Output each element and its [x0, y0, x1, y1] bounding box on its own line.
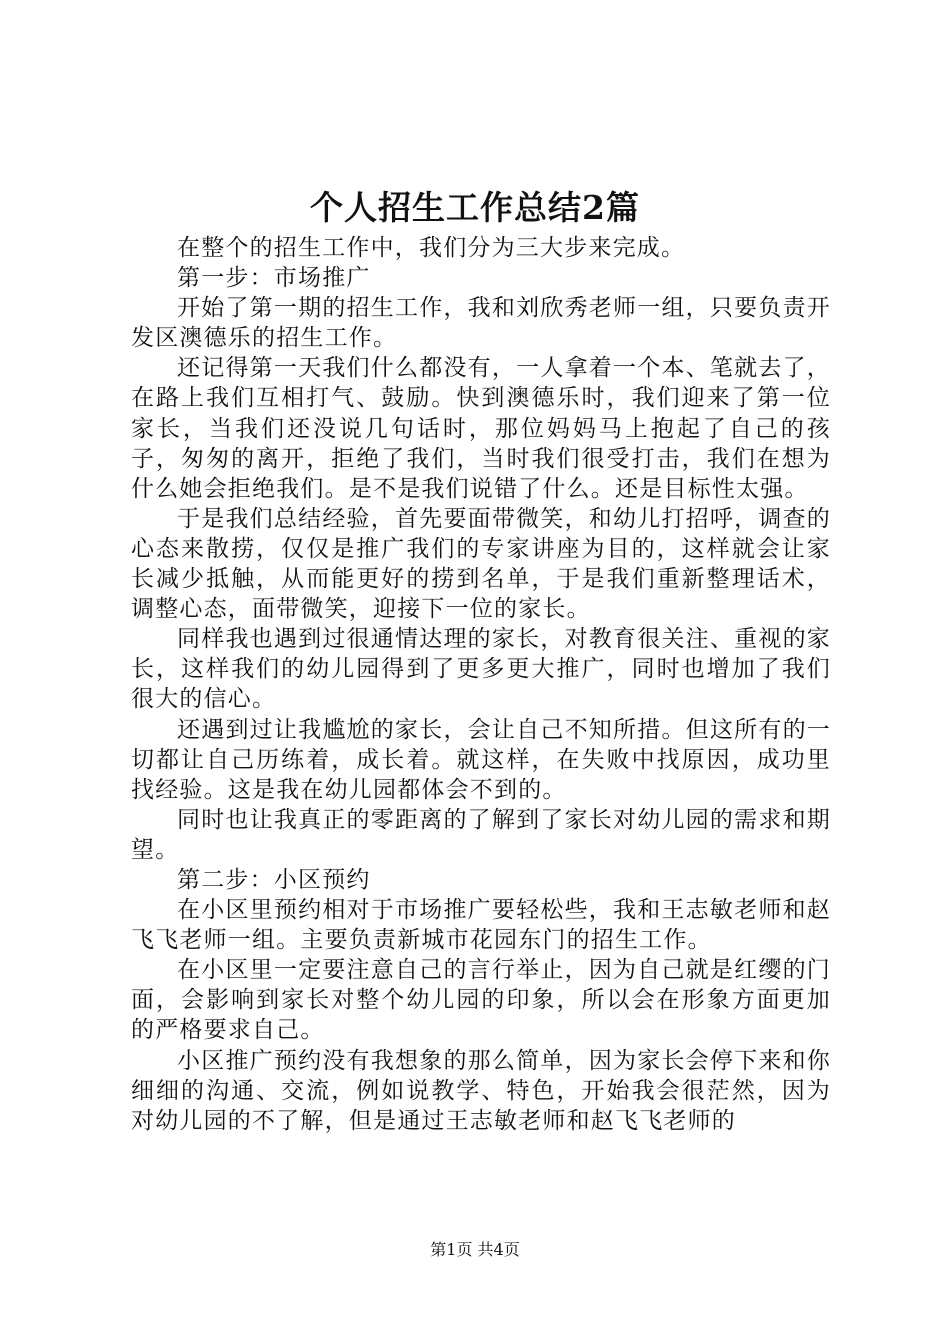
- section-heading: 第一步：市场推广: [177, 265, 371, 292]
- paragraph: 还记得第一天我们什么都没有，一人拿着一个本、笔就去了，在路上我们互相打气、鼓励。快到澳德乐时，我们迎来了第一位家长，当我们还没说几句话时，那位妈妈马上抱起了自己的孩子，匆匆的离开，拒绝了我们，当时我们很受打击，我们在想为什么她会拒绝我们。是不是我们说错了什么。还是目标性太强。: [131, 355, 831, 502]
- paragraph: 在小区里一定要注意自己的言行举止，因为自己就是红缨的门面，会影响到家长对整个幼儿园的印象，所以会在形象方面更加的严格要求自己。: [131, 957, 831, 1044]
- document-title: 个人招生工作总结2篇: [310, 188, 640, 227]
- paragraph: 同样我也遇到过很通情达理的家长，对教育很关注、重视的家长，这样我们的幼儿园得到了更多更大推广，同时也增加了我们很大的信心。: [131, 626, 831, 713]
- paragraph: 还遇到过让我尴尬的家长，会让自己不知所措。但这所有的一切都让自己历练着，成长着。就这样，在失败中找原因，成功里找经验。这是我在幼儿园都体会不到的。: [131, 716, 831, 803]
- paragraph: 在小区里预约相对于市场推广要轻松些，我和王志敏老师和赵飞飞老师一组。主要负责新城市花园东门的招生工作。: [131, 897, 831, 954]
- paragraph: 于是我们总结经验，首先要面带微笑，和幼儿打招呼，调查的心态来散捞，仅仅是推广我们的专家讲座为目的，这样就会让家长减少抵触，从而能更好的捞到名单，于是我们重新整理话术，调整心态，面带微笑，迎接下一位的家长。: [131, 505, 831, 623]
- paragraph: 同时也让我真正的零距离的了解到了家长对幼儿园的需求和期望。: [131, 806, 831, 863]
- document-body: [131, 233, 831, 1136]
- paragraph: 开始了第一期的招生工作，我和刘欣秀老师一组，只要负责开发区澳德乐的招生工作。: [131, 295, 831, 352]
- paragraph: 小区推广预约没有我想象的那么简单，因为家长会停下来和你细细的沟通、交流，例如说教学、特色，开始我会很茫然，因为对幼儿园的不了解，但是通过王志敏老师和赵飞飞老师的: [131, 1047, 831, 1134]
- section-heading: 第二步：小区预约: [177, 866, 371, 893]
- page-number-footer: 第1页 共4页: [430, 1240, 520, 1259]
- paragraph: 在整个的招生工作中，我们分为三大步来完成。: [177, 235, 686, 261]
